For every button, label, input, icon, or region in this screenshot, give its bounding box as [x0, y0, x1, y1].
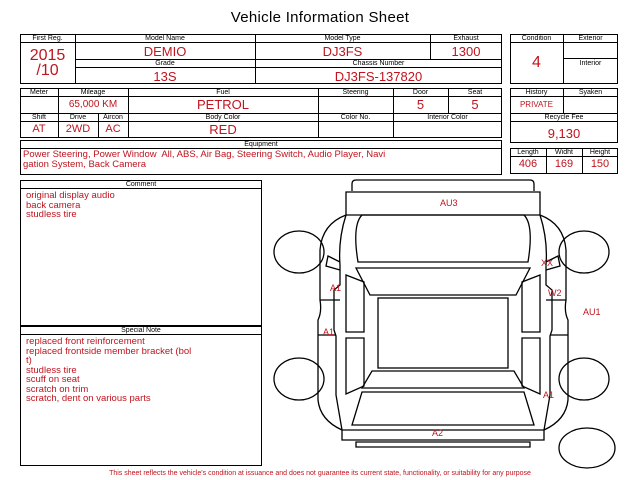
door-label: Door	[412, 89, 429, 96]
body-color-label: Body Color	[205, 114, 241, 121]
mirror-left	[326, 256, 340, 270]
first-reg-month: /10	[36, 62, 59, 79]
interior-color-label: Interior Color	[427, 114, 468, 121]
drive-value: 2WD	[65, 123, 91, 135]
model-name-value: DEMIO	[143, 44, 187, 59]
history-value: PRIVATE	[519, 100, 554, 109]
chassis-value: DJ3FS-137820	[334, 69, 423, 84]
trunk	[352, 392, 534, 425]
damage-mark-w2: W2	[548, 288, 562, 298]
front-bumper	[352, 180, 534, 191]
condition-value: 4	[532, 54, 541, 71]
special-note-text: replaced front reinforcement replaced frontside member bracket (bol t) studless tire scuff on seat scratch on trim scratch, dent on various parts	[26, 336, 192, 404]
damage-mark-au3: AU3	[440, 198, 458, 208]
exhaust-label: Exhaust	[453, 35, 479, 42]
width-value: 169	[554, 158, 574, 170]
height-value: 150	[590, 158, 610, 170]
color-no-label: Color No.	[340, 114, 371, 121]
mileage-value: 65,000 KM	[68, 99, 118, 110]
mileage-label: Mileage	[80, 89, 106, 96]
wheel-rear-right	[559, 358, 609, 400]
meter-label: Meter	[30, 89, 48, 96]
grade-label: Grade	[155, 60, 175, 67]
left-side	[318, 215, 346, 430]
recycle-fee-value: 9,130	[547, 126, 581, 141]
interior-label: Interior	[579, 60, 602, 67]
grade-value: 13S	[153, 69, 177, 84]
windshield	[356, 268, 530, 295]
damage-mark-xx: XX	[541, 258, 554, 268]
comment-label: Comment	[125, 181, 157, 188]
model-type-value: DJ3FS	[322, 44, 363, 59]
shift-value: AT	[32, 123, 46, 135]
exhaust-value: 1300	[451, 44, 481, 59]
history-label: History	[525, 89, 548, 96]
first-reg-label: First Reg.	[32, 35, 63, 42]
damage-mark-a1-right: A1	[543, 390, 555, 400]
spare-tire	[559, 428, 615, 468]
roof	[378, 298, 508, 368]
aircon-label: Aircon	[103, 114, 123, 121]
fuel-value: PETROL	[196, 97, 249, 112]
width-label: Widht	[555, 149, 573, 156]
wheel-rear-left	[274, 358, 324, 400]
rear-window	[362, 371, 524, 388]
fuel-label: Fuel	[216, 89, 230, 96]
model-name-label: Model Name	[145, 35, 185, 42]
footer-disclaimer: This sheet reflects the vehicle's condition at issuance and does not guarantee its current state, functionality, or suitability for any purpose	[109, 470, 531, 477]
length-value: 406	[518, 158, 538, 170]
car-damage-diagram	[262, 178, 624, 470]
seat-value: 5	[471, 97, 479, 112]
seat-label: Seat	[467, 89, 483, 96]
drive-label: Drive	[69, 114, 87, 121]
body-color-value: RED	[209, 122, 237, 137]
page-title: Vehicle Information Sheet	[230, 9, 410, 26]
shift-label: Shift	[31, 114, 46, 121]
hood	[356, 215, 531, 262]
first-reg-year: 2015	[29, 47, 66, 64]
chassis-label: Chassis Number	[352, 60, 405, 67]
damage-mark-a2: A2	[432, 428, 444, 438]
wheel-front-left	[274, 231, 324, 273]
model-type-label: Model Type	[324, 35, 361, 42]
syaken-label: Syaken	[578, 89, 603, 96]
equipment-label: Equipment	[244, 141, 278, 148]
equipment-value: Power Steering, Power Window All, ABS, Air Bag, Steering Switch, Audio Player, Navi gation System, Back Camera	[23, 149, 386, 170]
length-label: Length	[517, 149, 539, 156]
recycle-fee-label: Recycle Fee	[544, 114, 584, 121]
special-note-label: Special Note	[121, 327, 161, 334]
exterior-label: Exterior	[578, 35, 603, 42]
steering-label: Steering	[342, 89, 369, 96]
aircon-value: AC	[105, 123, 121, 135]
damage-mark-a1-left-rear: A1	[323, 327, 335, 337]
height-label: Height	[589, 149, 611, 156]
damage-mark-au1: AU1	[583, 307, 601, 317]
door-value: 5	[416, 97, 425, 112]
condition-label: Condition	[521, 35, 552, 42]
damage-mark-a1-left-front: A1	[330, 283, 342, 293]
comment-text: original display audio back camera studless tire	[26, 190, 115, 220]
